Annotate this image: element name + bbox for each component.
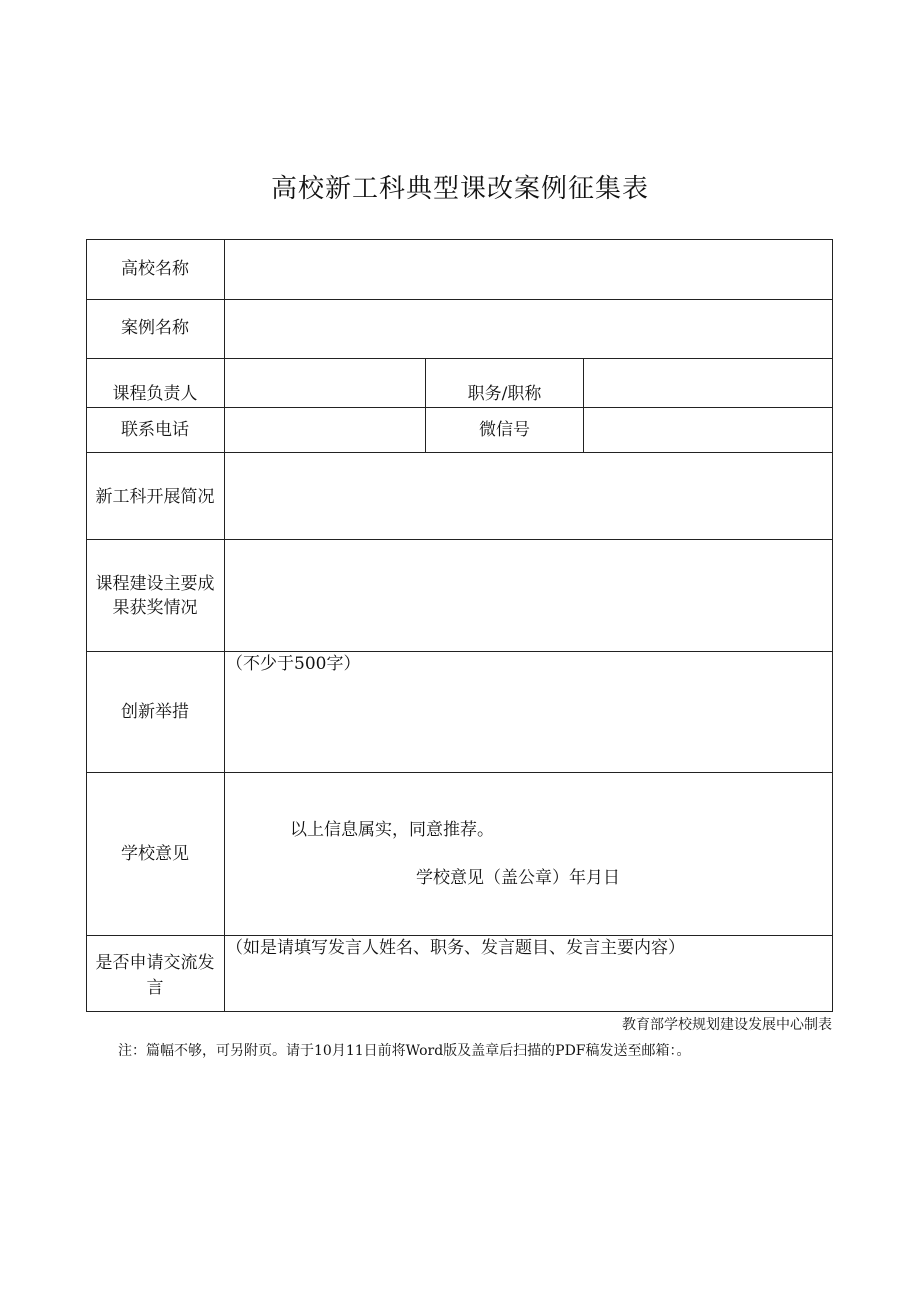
table-border-bottom — [86, 1011, 833, 1012]
school-opinion-signature: 学校意见（盖公章）年月日 — [416, 868, 620, 888]
achievements-field[interactable] — [225, 540, 832, 651]
exchange-label-line1: 是否申请交流发 — [95, 953, 215, 973]
exchange-hint: （如是请填写发言人姓名、职务、发言题目、发言主要内容） — [226, 938, 685, 958]
position-label: 职务/职称 — [467, 384, 542, 404]
case-name-label: 案例名称 — [121, 318, 189, 338]
table-border-right — [832, 239, 833, 1012]
submission-note: 注：篇幅不够，可另附页。请于10月11日前将Word版及盖章后扫描的PDF稿发送至邮箱：。 — [118, 1043, 691, 1059]
phone-label: 联系电话 — [121, 420, 189, 440]
wechat-label: 微信号 — [479, 420, 530, 440]
innovation-hint: （不少于500字） — [226, 654, 361, 674]
exchange-field[interactable] — [225, 961, 832, 1011]
overview-field[interactable] — [225, 453, 832, 539]
innovation-field[interactable] — [225, 679, 832, 772]
innovation-label: 创新举措 — [121, 702, 189, 722]
exchange-label-line2: 言 — [146, 978, 164, 998]
case-name-field[interactable] — [225, 300, 832, 358]
school-opinion-label: 学校意见 — [121, 844, 189, 864]
wechat-field[interactable] — [584, 408, 832, 452]
school-name-field[interactable] — [225, 240, 832, 299]
table-border-left — [86, 239, 87, 1012]
phone-field[interactable] — [225, 408, 425, 452]
course-leader-field[interactable] — [225, 359, 425, 407]
page-title: 高校新工科典型课改案例征集表 — [270, 174, 649, 204]
overview-label: 新工科开展简况 — [95, 487, 215, 507]
row-divider — [86, 651, 833, 652]
position-field[interactable] — [584, 359, 832, 407]
achievements-label-line1: 课程建设主要成 — [95, 574, 215, 594]
issuing-organization: 教育部学校规划建设发展中心制表 — [622, 1017, 832, 1033]
row-divider — [86, 772, 833, 773]
row-divider — [86, 935, 833, 936]
course-leader-label: 课程负责人 — [112, 384, 198, 404]
school-opinion-text: 以上信息属实，同意推荐。 — [290, 820, 494, 840]
school-name-label: 高校名称 — [121, 259, 189, 279]
application-form-table — [86, 239, 833, 1012]
achievements-label-line2: 果获奖情况 — [112, 598, 198, 618]
